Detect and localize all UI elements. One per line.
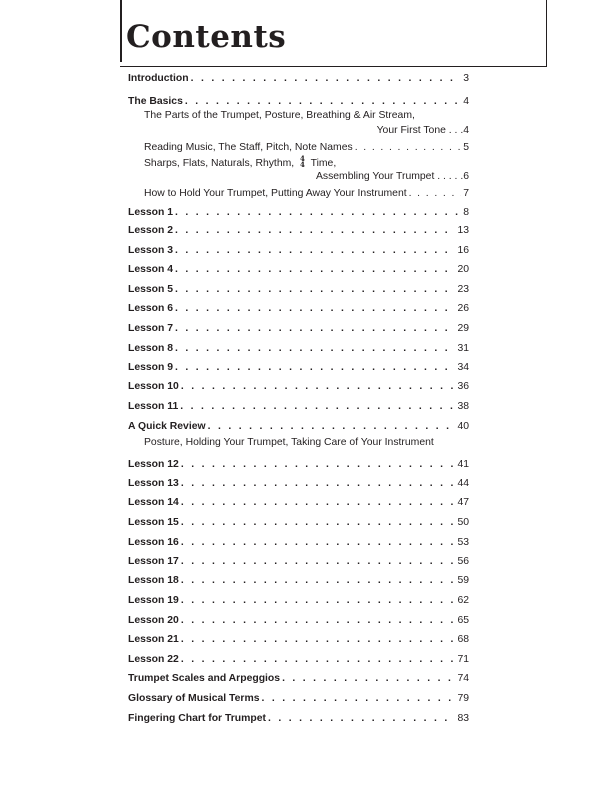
toc-entry-glossary[interactable] [128,690,469,708]
page-title: Contents [126,19,287,55]
toc-label: Lesson 13 [128,478,179,489]
toc-label: Lesson 10 [128,381,179,392]
toc-label: Trumpet Scales and Arpeggios [128,673,281,684]
dot-leader [181,456,456,474]
toc-label: How to Hold Your Trumpet, Putting Away Your Instrument [144,188,407,199]
toc-label: A Quick Review [128,421,206,432]
toc-page-number: 31 [457,343,469,354]
toc-label: Lesson 18 [128,575,179,586]
dot-leader [175,222,455,240]
toc-entry-lesson-17[interactable] [128,553,469,571]
dot-leader [181,378,456,396]
time-signature [300,153,305,170]
toc-page-number: 44 [457,478,469,489]
toc-page-number: 59 [457,575,469,586]
toc-entry-lesson-20[interactable] [128,612,469,630]
toc-entry-lesson-9[interactable] [128,359,469,377]
toc-page-number: 36 [457,381,469,392]
toc-page-number: 74 [457,673,469,684]
toc-page-number: 50 [457,517,469,528]
toc-page-number: 5 [463,142,469,153]
toc-entry-lesson-10[interactable] [128,378,469,396]
toc-entry-lesson-12[interactable] [128,456,469,474]
toc-label: Lesson 19 [128,595,179,606]
dot-leader [175,261,455,279]
left-vertical-rule [120,0,122,62]
toc-entry-lesson-16[interactable] [128,534,469,552]
toc-label: Lesson 8 [128,343,174,354]
dot-leader [181,592,456,610]
dot-leader [261,690,455,708]
toc-page-number: 26 [457,303,469,314]
toc-label: Lesson 3 [128,245,174,256]
toc-entry-lesson-4[interactable] [128,261,469,279]
toc-entry-lesson-19[interactable] [128,592,469,610]
toc-entry-lesson-5[interactable] [128,281,469,299]
toc-page-number: 4 [463,125,469,136]
toc-page-number: 13 [457,225,469,236]
toc-subentry-how-to-hold[interactable] [144,185,469,203]
toc-page-number: 83 [457,713,469,724]
dot-leader [181,514,456,532]
toc-page-number: 68 [457,634,469,645]
title-underline [120,66,547,67]
dot-leader [181,494,456,512]
toc-label: Lesson 1 [128,207,174,218]
toc-subentry-sharps-line2[interactable]: Assembling Your Trumpet . . . . .6 [315,171,469,182]
toc-entry-lesson-14[interactable] [128,494,469,512]
toc-label: Lesson 17 [128,556,179,567]
toc-label: Lesson 9 [128,362,174,373]
toc-entry-lesson-6[interactable] [128,300,469,318]
toc-label: Sharps, Flats, Naturals, Rhythm, [144,158,295,169]
toc-entry-lesson-3[interactable] [128,242,469,260]
toc-label: Reading Music, The Staff, Pitch, Note Names [144,142,353,153]
toc-label: Lesson 20 [128,615,179,626]
time-signature-top: 4 [300,153,305,163]
toc-page-number: 8 [463,207,469,218]
toc-entry-lesson-13[interactable] [128,475,469,493]
toc-label: Time, [310,158,337,169]
toc-entry-scales-arpeggios[interactable] [128,670,469,688]
toc-label: Lesson 6 [128,303,174,314]
toc-entry-lesson-2[interactable] [128,222,469,240]
toc-page-number: 47 [457,497,469,508]
toc-page-number: 6 [463,171,469,182]
toc-label: Lesson 14 [128,497,179,508]
toc-label: Your First Tone [376,125,446,136]
toc-page-number: 16 [457,245,469,256]
toc-label: Introduction [128,73,189,84]
toc-page-number: 79 [457,693,469,704]
toc-subentry-parts-line1[interactable]: The Parts of the Trumpet, Posture, Breathing & Air Stream, [144,110,415,121]
toc-label: Assembling Your Trumpet [315,171,435,182]
toc-page-number: 53 [457,537,469,548]
toc-label: Lesson 2 [128,225,174,236]
dot-leader [181,475,456,493]
toc-page-number: 71 [457,654,469,665]
right-vertical-rule [546,0,547,66]
dot-leader [181,553,456,571]
toc-page-number: 4 [463,96,469,107]
toc-label: Lesson 11 [128,401,179,412]
toc-entry-lesson-7[interactable] [128,320,469,338]
dot-leader [175,242,455,260]
toc-label: The Basics [128,96,183,107]
toc-subentry-posture[interactable]: Posture, Holding Your Trumpet, Taking Care of Your Instrument [144,437,434,448]
dot-leader [282,670,455,688]
dot-leader [175,204,461,222]
toc-label: Fingering Chart for Trumpet [128,713,266,724]
toc-page-number: 41 [457,459,469,470]
toc-label: Lesson 4 [128,264,174,275]
dot-leader [355,139,462,157]
toc-page-number: 62 [457,595,469,606]
toc-page-number: 23 [457,284,469,295]
dot-leader [175,359,455,377]
dot-leader [181,572,456,590]
toc-label: Lesson 22 [128,654,179,665]
dot-leader [181,612,456,630]
toc-entry-lesson-8[interactable] [128,340,469,358]
toc-page-number: 29 [457,323,469,334]
toc-entry-lesson-21[interactable] [128,631,469,649]
toc-page-number: 7 [463,188,469,199]
toc-page-number: 40 [457,421,469,432]
dot-leader [175,300,455,318]
toc-label: Lesson 15 [128,517,179,528]
dot-leader [181,651,456,669]
dot-leader [409,185,462,203]
dot-leader [181,534,456,552]
toc-page-number: 65 [457,615,469,626]
dot-leader [191,70,462,88]
toc-entry-fingering-chart[interactable] [128,710,469,728]
toc-page-number: 56 [457,556,469,567]
toc-label: Glossary of Musical Terms [128,693,260,704]
toc-label: Lesson 12 [128,459,179,470]
toc-entry-lesson-1[interactable] [128,204,469,222]
dot-leader [175,320,455,338]
toc-page-number: 3 [463,73,469,84]
toc-subentry-sharps-line1[interactable] [144,155,336,173]
toc-page-number: 34 [457,362,469,373]
toc-subentry-parts-line2[interactable]: Your First Tone . . .4 [376,125,469,136]
toc-page-number: 38 [457,401,469,412]
toc-entry-lesson-11[interactable] [128,398,469,416]
dot-leader [268,710,455,728]
toc-entry-lesson-18[interactable] [128,572,469,590]
dot-leader [181,631,456,649]
toc-page-number: 20 [457,264,469,275]
toc-entry-introduction[interactable] [128,70,469,88]
dot-leader [175,281,455,299]
dot-leader [180,398,455,416]
toc-label: Lesson 5 [128,284,174,295]
dot-leader [175,340,455,358]
toc-entry-lesson-15[interactable] [128,514,469,532]
toc-label: Lesson 21 [128,634,179,645]
toc-label: Lesson 7 [128,323,174,334]
toc-entry-lesson-22[interactable] [128,651,469,669]
time-signature-bottom: 4 [300,160,305,170]
toc-label: Lesson 16 [128,537,179,548]
